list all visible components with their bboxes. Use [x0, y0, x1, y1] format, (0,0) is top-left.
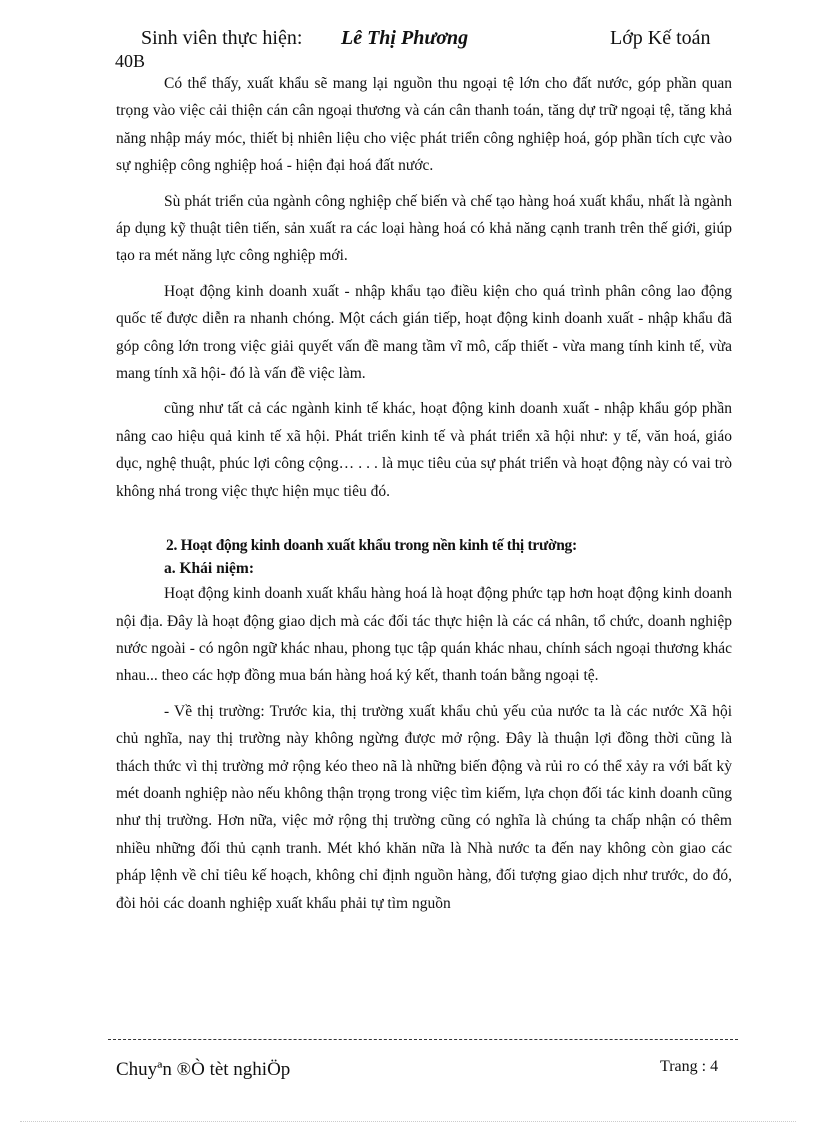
page-bottom-border: [20, 1121, 796, 1122]
paragraph-labor-division: Hoạt động kinh doanh xuất - nhập khẩu tạo điều kiện cho quá trình phân công lao động quốc tế được diễn ra nhanh chóng. Một cách gián tiếp, hoạt động kinh doanh xuất - nhập khẩu đã góp công lớn trong việc giải quyết vấn đề mang tầm vĩ mô, cấp thiết - vừa mang tính kinh tế, vừa mang tính xã hội- đó là vấn đề việc làm.: [116, 282, 732, 383]
page-number: Trang : 4: [660, 1058, 719, 1075]
paragraph-socio-economic: cũng như tất cả các ngành kinh tế khác, hoạt động kinh doanh xuất - nhập khẩu góp phần nâng cao hiệu quả kinh tế xã hội. Phát triển kinh tế và phát triển xã hội như: y tế, văn hoá, giáo dục, nghệ thuật, phúc lợi công cộng… . . . là mục tiêu của sự phát triển và hoạt động này có vai trò không nhá trong việc thực hiện mục tiêu đó.: [116, 400, 732, 500]
header-student-label: Sinh viên thực hiện:: [141, 27, 303, 49]
paragraph-industry-development: Sù phát triển của ngành công nghiệp chế biến và chế tạo hàng hoá xuất khẩu, nhất là ngành áp dụng kỹ thuật tiên tiến, sản xuất ra các loại hàng hoá có khả năng cạnh tranh trên thế giới, giúp tạo ra mét năng lực công nghiệp mới.: [116, 192, 732, 265]
footer-divider: [108, 1039, 738, 1040]
paragraph-export-revenue: Có thể thấy, xuất khẩu sẽ mang lại nguồn thu ngoại tệ lớn cho đất nước, góp phần quan trọng vào việc cải thiện cán cân ngoại thương và cán cân thanh toán, tăng dự trữ ngoại tệ, tăng khả năng nhập máy móc, thiết bị nhiên liệu cho việc phát triển công nghiệp hoá, góp phần tích cực vào sự nghiệp công nghiệp hoá - hiện đại hoá đất nước.: [116, 75, 732, 175]
header-student-name: Lê Thị Phương: [341, 27, 469, 49]
header-class-label: Lớp Kế toán: [610, 27, 711, 49]
paragraph-concept: Hoạt động kinh doanh xuất khẩu hàng hoá là hoạt động phức tạp hơn hoạt động kinh doanh nội địa. Đây là hoạt động giao dịch mà các đối tác thực hiện là các cá nhân, tổ chức, doanh nghiệp nước ngoài - có ngôn ngữ khác nhau, phong tục tập quán khác nhau, chính sách ngoại thương khác nhau... theo các hợp đồng mua bán hàng hoá ký kết, thanh toán bằng ngoại tệ.: [116, 585, 732, 685]
document-body: [116, 70, 732, 919]
subsection-heading: a. Khái niệm:: [164, 560, 254, 578]
section-gap: [116, 513, 732, 533]
footer-title: Chuyªn ®Ò tèt nghiÖp: [116, 1059, 291, 1080]
section-heading: 2. Hoạt động kinh doanh xuất khẩu trong nền kinh tế thị trường:: [166, 537, 577, 555]
header-class-continuation: 40B: [115, 51, 146, 71]
paragraph-market: - Về thị trường: Trước kia, thị trường xuất khẩu chủ yếu của nước ta là các nước Xã hội chủ nghĩa, nay thị trường này không ngừng được mở rộng. Đây là thuận lợi đồng thời cũng là thách thức vì thị trường mở rộng kéo theo nã là những biến động và rủi ro có thể xảy ra với bất kỳ mét doanh nghiệp nào nếu không thận trọng trong việc tìm kiếm, lựa chọn đối tác kinh doanh cũng như thị trường. Hơn nữa, việc mở rộng thị trường cũng có nghĩa là chúng ta chấp nhận có thêm nhiều những đối thủ cạnh tranh. Mét khó khăn nữa là Nhà nước ta đến nay không còn giao các pháp lệnh về chỉ tiêu kế hoạch, không chỉ định nguồn hàng, đối tượng giao dịch như trước, do đó, đòi hỏi các doanh nghiệp xuất khẩu phải tự tìm nguồn: [116, 702, 732, 912]
